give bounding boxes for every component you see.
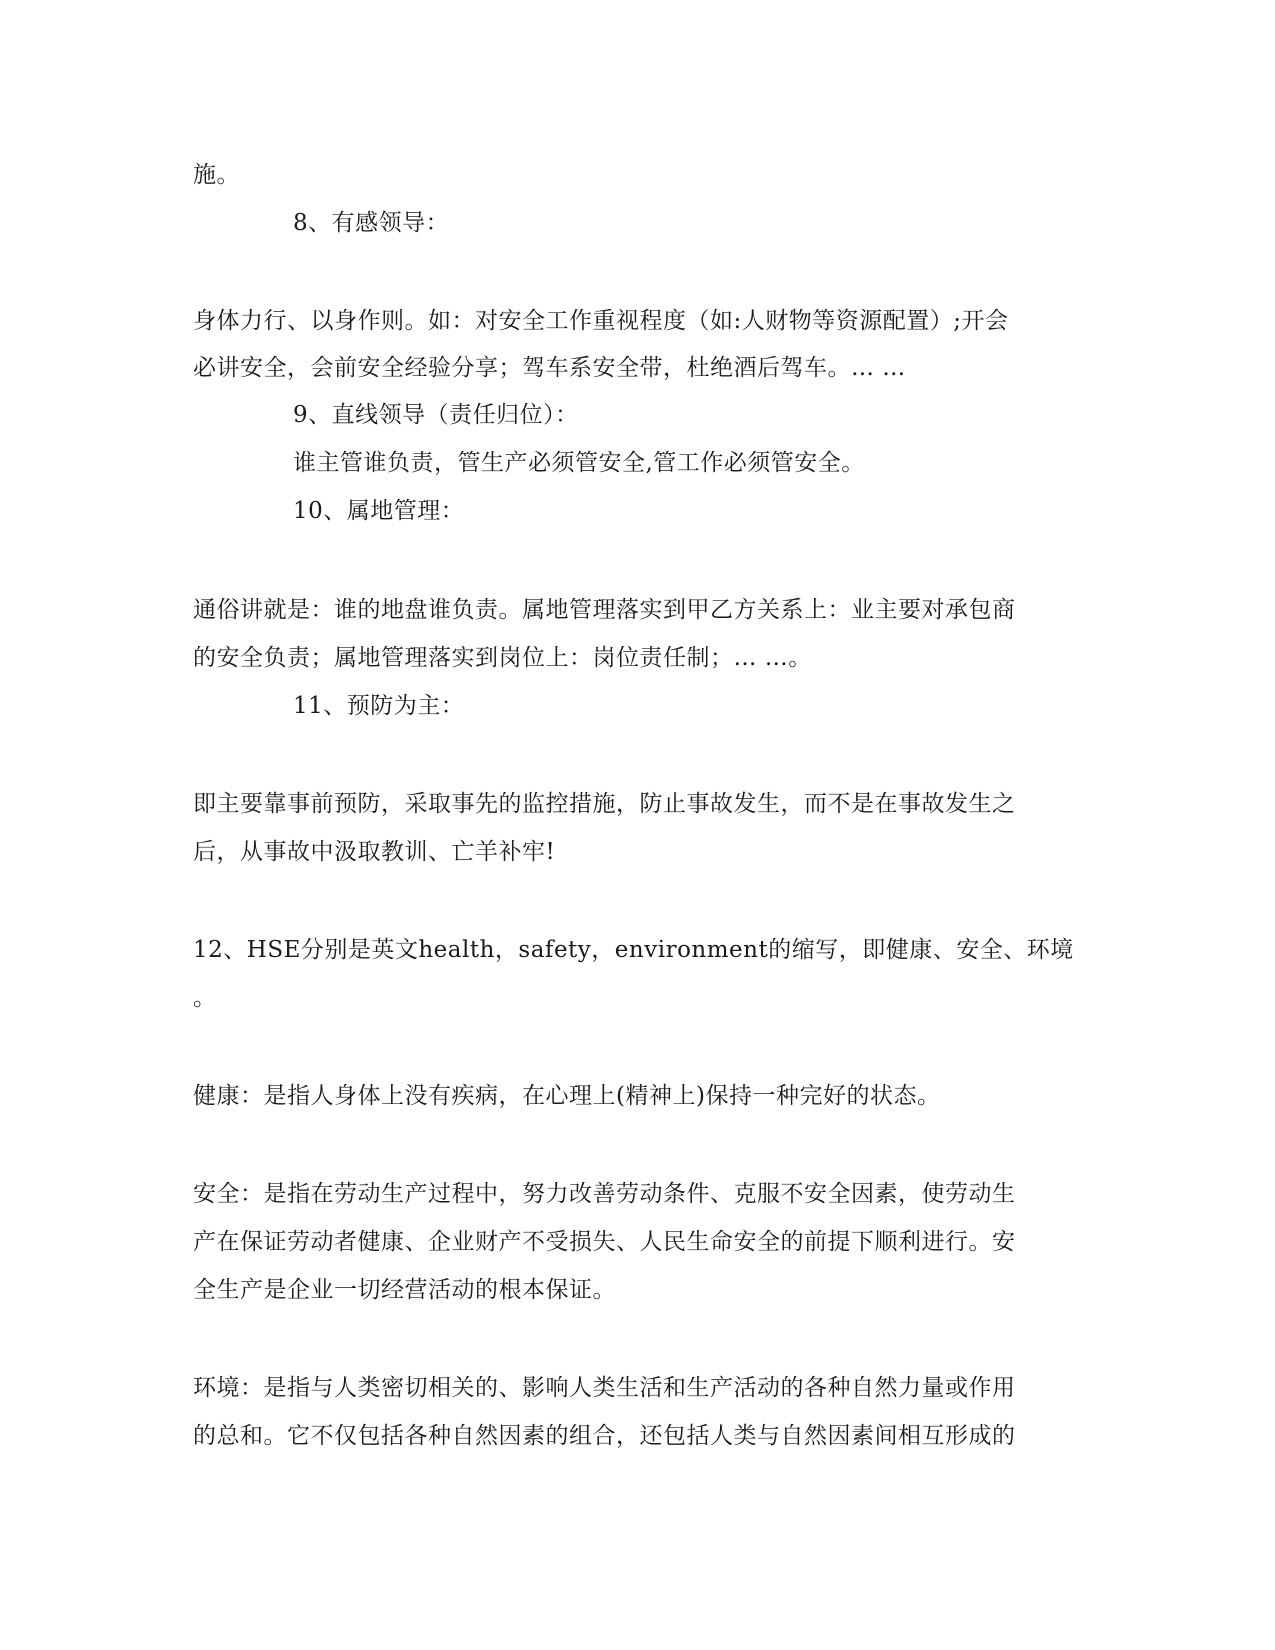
text-line: 谁主管谁负责，管生产必须管安全,管工作必须管安全。 xyxy=(293,450,865,476)
text-line: 12、HSE分别是英文health，safety，environment的缩写，即健康、安全、环境 xyxy=(193,937,1074,963)
text-line: 。 xyxy=(193,985,217,1011)
text-line: 的总和。它不仅包括各种自然因素的组合，还包括人类与自然因素间相互形成的 xyxy=(193,1423,1016,1449)
text-line: 必讲安全，会前安全经验分享；驾车系安全带，杜绝酒后驾车。… … xyxy=(193,355,906,381)
section-heading: 8、有感领导： xyxy=(293,210,450,236)
section-heading: 11、预防为主： xyxy=(293,693,465,719)
text-line: 安全：是指在劳动生产过程中，努力改善劳动条件、克服不安全因素，使劳动生 xyxy=(193,1181,1016,1207)
text-line: 的安全负责；属地管理落实到岗位上：岗位责任制；… …。 xyxy=(193,645,812,671)
text-line: 通俗讲就是：谁的地盘谁负责。属地管理落实到甲乙方关系上：业主要对承包商 xyxy=(193,597,1016,623)
text-line: 产在保证劳动者健康、企业财产不受损失、人民生命安全的前提下顺利进行。安 xyxy=(193,1229,1016,1255)
text-line: 全生产是企业一切经营活动的根本保证。 xyxy=(193,1277,616,1303)
text-line: 环境：是指与人类密切相关的、影响人类生活和生产活动的各种自然力量或作用 xyxy=(193,1375,1016,1401)
text-line: 身体力行、以身作则。如：对安全工作重视程度（如:人财物等资源配置）;开会 xyxy=(193,308,1009,334)
text-line: 后，从事故中汲取教训、亡羊补牢! xyxy=(193,839,556,865)
section-heading: 9、直线领导（责任归位）： xyxy=(293,402,579,428)
section-heading: 10、属地管理： xyxy=(293,498,465,524)
text-line: 即主要靠事前预防，采取事先的监控措施，防止事故发生，而不是在事故发生之 xyxy=(193,791,1016,817)
text-line: 健康：是指人身体上没有疾病，在心理上(精神上)保持一种完好的状态。 xyxy=(193,1083,941,1109)
text-line: 施。 xyxy=(193,162,240,188)
